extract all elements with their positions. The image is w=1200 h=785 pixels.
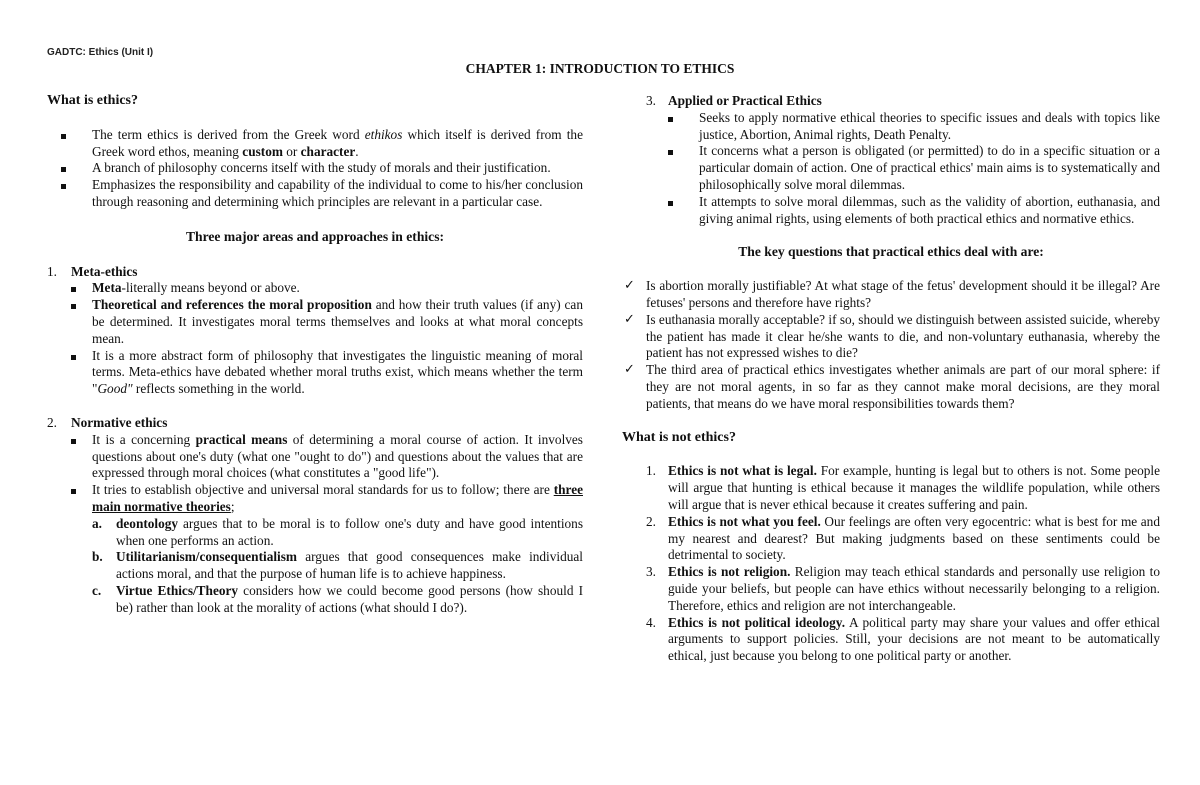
square-bullet-icon — [668, 117, 673, 122]
list-number: 3. — [646, 93, 656, 108]
areas-heading: Three major areas and approaches in ethics: — [185, 228, 445, 244]
list-item: 1. Ethics is not what is legal. For example, hunting is legal but to others is not. Some people will argue that hunting is ethical because it manages the wildlife population, while others will argue that is never ethical because it creates suffering and pain. — [646, 463, 1161, 512]
checkmark-icon: ✓ — [624, 278, 635, 294]
meta-ethics-title: Meta-ethics — [71, 263, 138, 279]
square-bullet-icon — [61, 184, 66, 189]
list-item: ✓ The third area of practical ethics investigates whether animals are part of our moral sphere: if they are not moral agents, in so far as they cannot make moral decisions, are they moral patients, that means do we have moral responsibilities towards them? — [624, 362, 1160, 411]
theory-item: a. deontology argues that to be moral is to follow one's duty and have good intentions when one performs an action. — [92, 515, 583, 548]
list-item: It tries to establish objective and universal moral standards for us to follow; there are three main normative theories; — [47, 482, 583, 516]
theory-item: b. Utilitarianism/consequentialism argues that good consequences make individual actions moral, and that the purpose of human life is to achieve happiness. — [92, 549, 583, 582]
square-bullet-icon — [61, 167, 66, 172]
chapter-title: CHAPTER 1: INTRODUCTION TO ETHICS — [465, 61, 735, 76]
list-item: 2. Ethics is not what you feel. Our feelings are often very egocentric: what is best for me and my nearest and dearest? But making judgments based on these sentiments could be detrimental to society. — [646, 513, 1160, 563]
left-column — [47, 93, 583, 617]
what-is-not-ethics-heading: What is not ethics? — [622, 429, 736, 445]
checkmark-icon: ✓ — [624, 362, 635, 378]
square-bullet-icon — [668, 201, 673, 206]
what-is-ethics-heading: What is ethics? — [47, 93, 138, 108]
list-item: 4. Ethics is not political ideology. A political party may share your values and offer ethical arguments to support policies. Still, your decisions are not meant to be automatically ethical, just because you belong to one political party or another. — [646, 614, 1160, 664]
list-item: 3. Ethics is not religion. Religion may teach ethical standards and personally use religion to guide your beliefs, but people can have ethics without necessarily belonging to a religion. Therefore, ethics and religion are not interchangeable. — [646, 564, 1160, 613]
list-item: It attempts to solve moral dilemmas, such as the validity of abortion, euthanasia, and giving animal rights, using elements of both practical ethics and normative ethics. — [622, 194, 1160, 228]
square-bullet-icon — [71, 304, 76, 309]
right-column — [622, 93, 1160, 665]
list-item — [47, 160, 583, 177]
list-number: 1. — [47, 263, 57, 279]
meta-ethics-item — [47, 264, 583, 281]
list-item: It concerns what a person is obligated (or permitted) to do in a specific situation or a particular domain of action. One of practical ethics' main aims is to systematically and philosophically solve moral dilemmas. — [622, 143, 1160, 193]
square-bullet-icon — [61, 134, 66, 139]
square-bullet-icon — [71, 355, 76, 360]
normative-ethics-title: Normative ethics — [71, 414, 168, 430]
key-questions-heading: The key questions that practical ethics deal with are: — [738, 244, 1044, 260]
list-item — [47, 127, 583, 161]
definition-text: The term ethics is derived from the Greek word ethikos which itself is derived from the Greek word ethos, meaning custom or character. — [92, 126, 583, 159]
list-item: ✓ Is abortion morally justifiable? At what stage of the fetus' development should it be illegal? Are fetuses' persons and therefore have rights? — [624, 278, 1160, 310]
square-bullet-icon — [71, 489, 76, 494]
square-bullet-icon — [71, 287, 76, 292]
square-bullet-icon — [71, 439, 76, 444]
checkmark-icon: ✓ — [624, 311, 635, 327]
square-bullet-icon — [668, 150, 673, 155]
theory-item: c. Virtue Ethics/Theory considers how we could become good persons (how should I be) rather than look at the morality of actions (what should I do?). — [92, 582, 583, 615]
applied-ethics-item — [622, 93, 1160, 110]
list-number: 2. — [47, 414, 57, 430]
applied-ethics-title: Applied or Practical Ethics — [668, 93, 822, 108]
list-item: It is a concerning practical means of determining a moral course of action. It involves questions about one's duty (what one "ought to do") and questions about the values that are expressed through moral choices (what constitutes a "good life"). — [47, 432, 583, 482]
list-item — [47, 177, 583, 211]
normative-ethics-item — [47, 415, 583, 432]
doc-header-label: GADTC: Ethics (Unit I) — [47, 47, 154, 58]
list-item: Theoretical and references the moral proposition and how their truth values (if any) can be determined. It investigates moral terms themselves and looks at what moral concepts mean. — [47, 297, 583, 347]
list-item: Seeks to apply normative ethical theories to specific issues and deals with topics like justice, Abortion, Animal rights, Death Penalty. — [622, 110, 1160, 144]
list-item: ✓ Is euthanasia morally acceptable? if so, should we distinguish between assisted suicide, whereby the patient has made it clear he/she wants to die, and non-voluntary euthanasia, whereby the patient has not expressed wishes to die? — [624, 311, 1161, 361]
responsibility-text: Emphasizes the responsibility and capability of the individual to come to his/her conclusion through reasoning and determining which principles are relevant in a particular case. — [92, 177, 583, 209]
branch-text: A branch of philosophy concerns itself with the study of morals and their justification. — [92, 160, 551, 176]
list-item: Meta-literally means beyond or above. — [47, 280, 583, 297]
list-item: It is a more abstract form of philosophy that investigates the linguistic meaning of moral terms. Meta-ethics have debated whether moral truths exist, which means whether the term "Good" reflects something in the world. — [47, 348, 583, 398]
